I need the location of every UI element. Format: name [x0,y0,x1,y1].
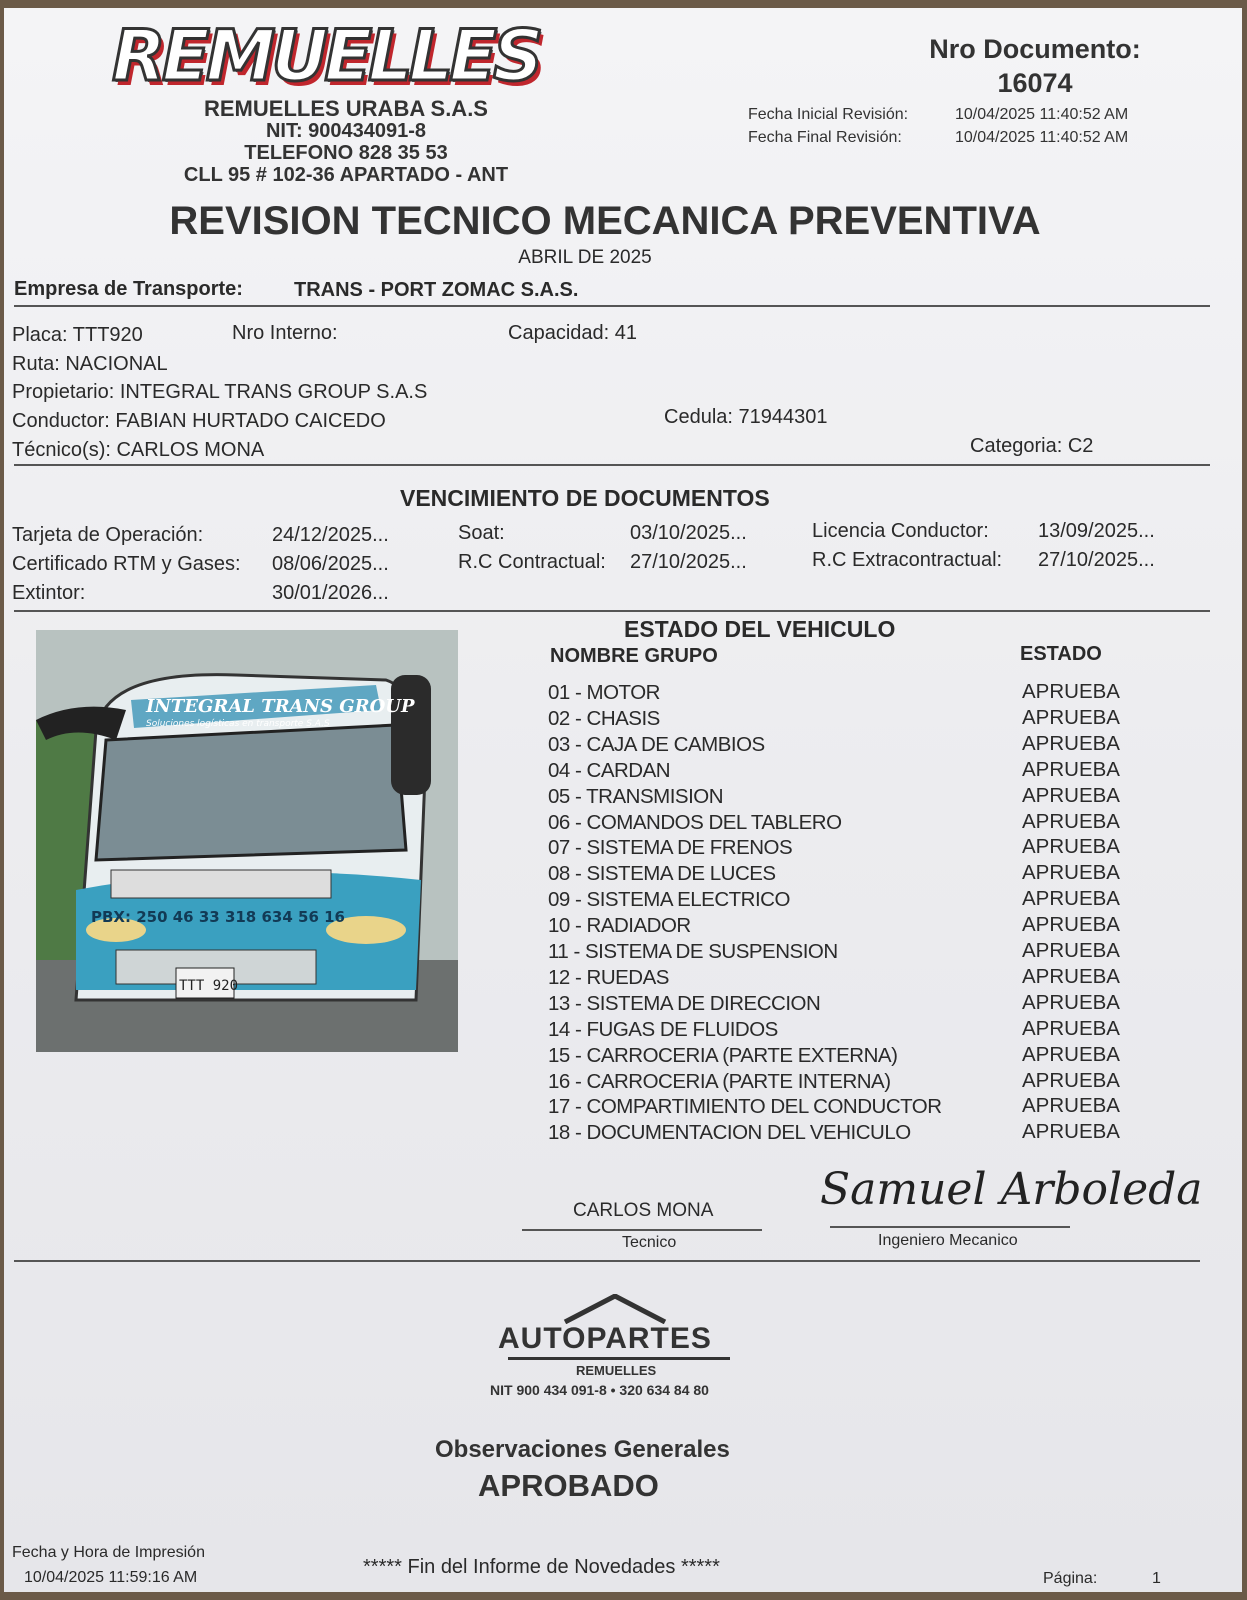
estado-row-status: APRUEBA [1022,861,1120,885]
estado-row-grupo: 02 - CHASIS [548,706,660,730]
estado-row-grupo: 17 - COMPARTIMIENTO DEL CONDUCTOR [548,1095,942,1119]
venc-label: Certificado RTM y Gases: [12,553,241,575]
conductor: Conductor: FABIAN HURTADO CAICEDO [12,410,386,432]
estado-row-grupo: 14 - FUGAS DE FLUIDOS [548,1017,778,1041]
bus-plate: TTT 920 [179,978,239,994]
estado-row-status: APRUEBA [1022,783,1120,807]
estado-row-grupo: 08 - SISTEMA DE LUCES [548,862,776,886]
estado-row-status: APRUEBA [1022,835,1120,859]
estado-row-status: APRUEBA [1022,680,1120,703]
company-address: CLL 95 # 102-36 APARTADO - ANT [183,164,509,186]
document-number-block [890,32,1180,100]
ruta: Ruta: NACIONAL [12,353,168,375]
estado-row-grupo: 13 - SISTEMA DE DIRECCION [548,991,821,1015]
venc-label: R.C Contractual: [458,551,606,573]
estado-row-grupo: 15 - CARROCERIA (PARTE EXTERNA) [548,1043,898,1067]
categoria: Categoria: C2 [970,435,1094,457]
document-number: 16074 [997,68,1073,98]
tecnico-name: CARLOS MONA [573,1200,714,1221]
estado-row-grupo: 01 - MOTOR [548,681,660,704]
fecha-inicial-value: 10/04/2025 11:40:52 AM [955,106,1129,123]
venc-label: Tarjeta de Operación: [12,524,204,546]
signature-line [830,1226,1070,1228]
tecnicos: Técnico(s): CARLOS MONA [12,439,265,461]
venc-value: 27/10/2025... [1038,549,1155,571]
empresa-label: Empresa de Transporte: [14,278,243,300]
remuelles-logo: REMUELLES [112,15,540,97]
estado-row-grupo: 12 - RUEDAS [548,965,669,989]
ingeniero-signature: Samuel Arboleda [820,1164,1203,1215]
fecha-inicial-label: Fecha Inicial Revisión: [748,106,909,123]
estado-row-grupo: 16 - CARROCERIA (PARTE INTERNA) [548,1069,891,1093]
company-phone: TELEFONO 828 35 53 [244,142,448,164]
estado-row-status: APRUEBA [1022,809,1120,833]
estado-row-grupo: 11 - SISTEMA DE SUSPENSION [548,940,838,963]
estado-row-grupo: 10 - RADIADOR [548,914,691,938]
estado-row-grupo: 18 - DOCUMENTACION DEL VEHICULO [548,1121,911,1145]
col-header-grupo: NOMBRE GRUPO [550,645,718,667]
vehicle-photo [36,630,458,1052]
stamp-brand: AUTOPARTES [498,1322,712,1355]
signature-line [522,1229,762,1231]
pagina-label: Página: [1043,1570,1098,1587]
propietario: Propietario: INTEGRAL TRANS GROUP S.A.S [12,381,428,403]
estado-row-status: APRUEBA [1022,1094,1120,1118]
placa: Placa: TTT920 [12,324,143,346]
estado-row-grupo: 06 - COMANDOS DEL TABLERO [548,810,842,834]
document-number-label: Nro Documento: [929,34,1141,64]
empresa-value: TRANS - PORT ZOMAC S.A.S. [294,279,579,301]
estado-row-grupo: 05 - TRANSMISION [548,784,724,808]
venc-value: 27/10/2025... [630,551,747,573]
venc-label: Licencia Conductor: [812,520,989,542]
tecnico-role: Tecnico [622,1234,677,1251]
estado-row-status: APRUEBA [1022,990,1120,1014]
estado-row-grupo: 04 - CARDAN [548,758,671,782]
bus-banner-text: INTEGRAL TRANS GROUP [146,696,415,717]
cedula: Cedula: 71944301 [664,406,828,428]
observaciones-value: APROBADO [478,1468,659,1503]
venc-value: 03/10/2025... [630,522,747,544]
estado-row-status: APRUEBA [1022,1120,1120,1144]
stamp-name: REMUELLES [576,1363,657,1378]
nro-interno: Nro Interno: [232,322,338,344]
estado-row-status: APRUEBA [1022,939,1120,962]
bus-illustration [36,630,458,1052]
estado-title: ESTADO DEL VEHICULO [624,616,896,642]
bus-phone: PBX: 250 46 33 318 634 56 16 [91,908,345,926]
estado-row-grupo: 07 - SISTEMA DE FRENOS [548,836,793,860]
venc-value: 24/12/2025... [272,524,389,546]
estado-row-status: APRUEBA [1022,1068,1120,1092]
venc-value: 08/06/2025... [272,553,389,575]
stamp-roof-icon [560,1294,670,1324]
venc-label: Extintor: [12,582,86,604]
stamp-contact: NIT 900 434 091-8 • 320 634 84 80 [490,1382,709,1398]
bus-tagline: Soluciones logísticas en transporte S.A.S [146,719,330,729]
pagina-value: 1 [1152,1570,1161,1587]
venc-value: 30/01/2026... [272,582,389,604]
observaciones-title: Observaciones Generales [435,1436,730,1463]
estado-row-status: APRUEBA [1022,1016,1120,1040]
estado-row-status: APRUEBA [1022,964,1120,988]
fin-informe: ***** Fin del Informe de Novedades ***** [363,1556,720,1578]
stamp-underline [508,1357,730,1360]
estado-row-status: APRUEBA [1022,1042,1120,1066]
divider [14,305,1210,307]
estado-row-grupo: 09 - SISTEMA ELECTRICO [548,888,790,912]
fecha-final-value: 10/04/2025 11:40:52 AM [955,129,1129,146]
impresion-value: 10/04/2025 11:59:16 AM [24,1569,198,1586]
impresion-label: Fecha y Hora de Impresión [12,1544,205,1561]
estado-row-status: APRUEBA [1022,731,1120,755]
venc-label: R.C Extracontractual: [812,549,1003,571]
divider [14,610,1210,612]
estado-row-status: APRUEBA [1022,757,1120,781]
ingeniero-role: Ingeniero Mecanico [878,1232,1018,1249]
estado-row-status: APRUEBA [1022,705,1120,729]
capacidad: Capacidad: 41 [508,322,637,344]
vencimiento-title: VENCIMIENTO DE DOCUMENTOS [400,485,770,511]
venc-value: 13/09/2025... [1038,520,1155,542]
estado-row-status: APRUEBA [1022,913,1120,937]
company-nit: NIT: 900434091-8 [265,120,427,142]
estado-row-status: APRUEBA [1022,887,1120,911]
divider [14,1260,1200,1262]
venc-label: Soat: [458,522,505,544]
estado-row-grupo: 03 - CAJA DE CAMBIOS [548,732,765,756]
company-name: REMUELLES URABA S.A.S [204,96,488,121]
document-title: REVISION TECNICO MECANICA PREVENTIVA [169,199,1041,243]
fecha-final-label: Fecha Final Revisión: [748,129,902,146]
col-header-estado: ESTADO [1020,643,1102,665]
document-subtitle: ABRIL DE 2025 [518,247,652,268]
divider [14,464,1210,466]
